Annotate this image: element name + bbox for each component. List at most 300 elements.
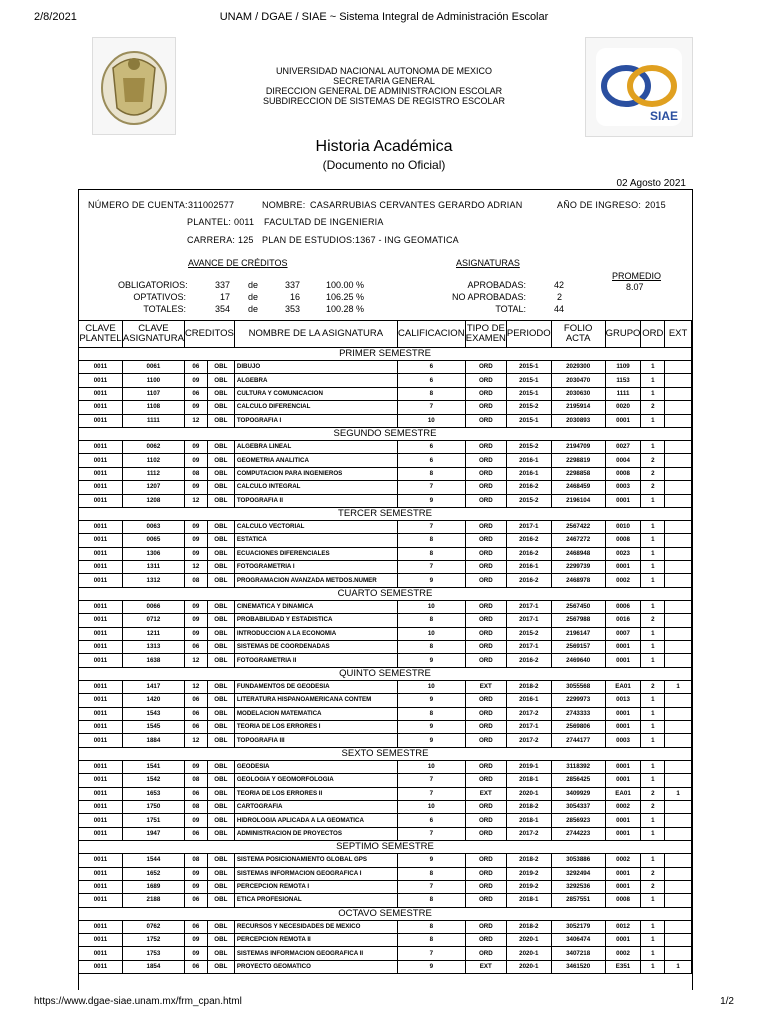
cell-type: OBL — [207, 680, 234, 693]
cell-subject-name: GEOMETRIA ANALITICA — [234, 454, 397, 467]
table-row — [79, 481, 692, 494]
cell-ord: 2 — [641, 614, 665, 627]
cell-ext — [665, 880, 692, 893]
col-header-credits: CREDITOS — [184, 321, 234, 348]
cell-type: OBL — [207, 641, 234, 654]
cell-group: EA01 — [605, 787, 641, 800]
not-approved-count: 2 — [557, 292, 563, 302]
cell-subject-name: TOPOGRAFIA III — [234, 734, 397, 747]
cell-ext — [665, 520, 692, 533]
cell-subject-code: 0061 — [122, 361, 184, 374]
cell-record-folio: 3292536 — [551, 880, 605, 893]
cell-type: OBL — [207, 867, 234, 880]
mandatory-earned: 337 — [214, 280, 230, 290]
cell-record-folio: 2030630 — [551, 387, 605, 400]
semester-name: OCTAVO SEMESTRE — [79, 907, 692, 920]
average-value: 8.07 — [626, 282, 644, 292]
cell-credits: 09 — [184, 814, 207, 827]
cell-credits: 06 — [184, 641, 207, 654]
cell-type: OBL — [207, 774, 234, 787]
cell-type: OBL — [207, 760, 234, 773]
cell-period: 2016-2 — [506, 481, 551, 494]
cell-period: 2015-2 — [506, 494, 551, 507]
cell-group: 0023 — [605, 547, 641, 560]
cell-ext — [665, 534, 692, 547]
cell-record-folio: 3406474 — [551, 934, 605, 947]
cell-type: OBL — [207, 361, 234, 374]
cell-credits: 08 — [184, 800, 207, 813]
cell-record-folio: 2196104 — [551, 494, 605, 507]
cell-subject-name: ETICA PROFESIONAL — [234, 894, 397, 907]
cell-subject-code: 1753 — [122, 947, 184, 960]
career-label: CARRERA: — [187, 235, 236, 245]
cell-subject-name: TOPOGRAFIA II — [234, 494, 397, 507]
cell-subject-name: ESTATICA — [234, 534, 397, 547]
cell-period: 2015-1 — [506, 387, 551, 400]
cell-campus: 0011 — [79, 800, 123, 813]
cell-campus: 0011 — [79, 574, 123, 587]
cell-grade: 9 — [397, 854, 465, 867]
cell-exam-type: ORD — [465, 401, 506, 414]
cell-grade: 6 — [397, 440, 465, 453]
cell-subject-code: 1208 — [122, 494, 184, 507]
cell-record-folio: 3118392 — [551, 760, 605, 773]
cell-type: OBL — [207, 520, 234, 533]
cell-ext — [665, 654, 692, 667]
total-credits-earned: 354 — [214, 304, 230, 314]
cell-ord: 1 — [641, 947, 665, 960]
cell-grade: 6 — [397, 374, 465, 387]
cell-ord: 1 — [641, 694, 665, 707]
table-header-row — [79, 321, 692, 348]
cell-period: 2015-1 — [506, 361, 551, 374]
cell-credits: 06 — [184, 387, 207, 400]
cell-record-folio: 2299739 — [551, 561, 605, 574]
cell-subject-code: 1541 — [122, 760, 184, 773]
cell-grade: 9 — [397, 654, 465, 667]
table-row — [79, 374, 692, 387]
cell-subject-code: 1752 — [122, 934, 184, 947]
cell-type: OBL — [207, 454, 234, 467]
mandatory-percent: 100.00 % — [326, 280, 365, 290]
cell-subject-name: FOTOGRAMETRIA II — [234, 654, 397, 667]
cell-ord: 1 — [641, 920, 665, 933]
approved-count: 42 — [554, 280, 565, 290]
entry-year-label: AÑO DE INGRESO: — [557, 200, 642, 210]
cell-ext — [665, 800, 692, 813]
cell-campus: 0011 — [79, 707, 123, 720]
cell-grade: 8 — [397, 534, 465, 547]
cell-record-folio: 2744177 — [551, 734, 605, 747]
cell-grade: 8 — [397, 614, 465, 627]
cell-exam-type: ORD — [465, 774, 506, 787]
cell-subject-code: 1100 — [122, 374, 184, 387]
cell-subject-name: PROGRAMACION AVANZADA METDOS.NUMER — [234, 574, 397, 587]
mandatory-label: OBLIGATORIOS: — [118, 280, 188, 290]
semester-name: SEGUNDO SEMESTRE — [79, 427, 692, 440]
cell-credits: 09 — [184, 534, 207, 547]
cell-exam-type: ORD — [465, 894, 506, 907]
col-header-ord: ORD — [641, 321, 665, 348]
campus-code: 0011 — [234, 217, 255, 227]
cell-exam-type: ORD — [465, 520, 506, 533]
cell-group: 0003 — [605, 734, 641, 747]
cell-period: 2017-2 — [506, 734, 551, 747]
cell-ext — [665, 760, 692, 773]
cell-subject-code: 1211 — [122, 627, 184, 640]
cell-grade: 10 — [397, 600, 465, 613]
cell-exam-type: ORD — [465, 387, 506, 400]
table-row — [79, 734, 692, 747]
cell-type: OBL — [207, 614, 234, 627]
cell-group: EA01 — [605, 680, 641, 693]
cell-campus: 0011 — [79, 894, 123, 907]
cell-ord: 1 — [641, 814, 665, 827]
cell-period: 2017-2 — [506, 707, 551, 720]
cell-subject-code: 0712 — [122, 614, 184, 627]
cell-subject-code: 1544 — [122, 854, 184, 867]
cell-exam-type: ORD — [465, 374, 506, 387]
cell-subject-code: 1751 — [122, 814, 184, 827]
cell-subject-code: 1107 — [122, 387, 184, 400]
cell-credits: 08 — [184, 774, 207, 787]
cell-period: 2016-2 — [506, 574, 551, 587]
cell-subject-code: 1112 — [122, 467, 184, 480]
cell-campus: 0011 — [79, 534, 123, 547]
cell-subject-name: ECUACIONES DIFERENCIALES — [234, 547, 397, 560]
cell-subject-name: CINEMATICA Y DINAMICA — [234, 600, 397, 613]
cell-exam-type: ORD — [465, 707, 506, 720]
table-row — [79, 707, 692, 720]
cell-type: OBL — [207, 920, 234, 933]
semester-header-row — [79, 841, 692, 854]
cell-record-folio: 2298819 — [551, 454, 605, 467]
cell-exam-type: ORD — [465, 934, 506, 947]
total-subjects-label: TOTAL: — [495, 304, 526, 314]
cell-ord: 1 — [641, 854, 665, 867]
col-header-campus: CLAVE PLANTEL — [79, 321, 123, 348]
semester-header-row — [79, 587, 692, 600]
cell-record-folio: 3055568 — [551, 680, 605, 693]
cell-grade: 8 — [397, 934, 465, 947]
cell-period: 2018-2 — [506, 854, 551, 867]
cell-subject-code: 1545 — [122, 720, 184, 733]
cell-subject-code: 0063 — [122, 520, 184, 533]
cell-campus: 0011 — [79, 440, 123, 453]
cell-grade: 10 — [397, 414, 465, 427]
cell-ord: 1 — [641, 934, 665, 947]
cell-record-folio: 2743333 — [551, 707, 605, 720]
cell-type: OBL — [207, 374, 234, 387]
cell-period: 2017-2 — [506, 827, 551, 840]
cell-ext — [665, 574, 692, 587]
cell-period: 2017-1 — [506, 600, 551, 613]
cell-exam-type: ORD — [465, 947, 506, 960]
cell-campus: 0011 — [79, 627, 123, 640]
cell-record-folio: 3461520 — [551, 960, 605, 973]
cell-period: 2017-1 — [506, 720, 551, 733]
cell-period: 2018-2 — [506, 800, 551, 813]
cell-type: OBL — [207, 467, 234, 480]
cell-campus: 0011 — [79, 614, 123, 627]
cell-credits: 09 — [184, 760, 207, 773]
semester-header-row — [79, 348, 692, 361]
table-row — [79, 774, 692, 787]
cell-ord: 1 — [641, 547, 665, 560]
cell-record-folio: 2856425 — [551, 774, 605, 787]
cell-subject-name: PERCEPCION REMOTA II — [234, 934, 397, 947]
cell-period: 2016-2 — [506, 534, 551, 547]
cell-subject-name: PERCEPCION REMOTA I — [234, 880, 397, 893]
cell-credits: 08 — [184, 574, 207, 587]
cell-subject-code: 1108 — [122, 401, 184, 414]
cell-type: OBL — [207, 720, 234, 733]
cell-exam-type: ORD — [465, 920, 506, 933]
cell-campus: 0011 — [79, 760, 123, 773]
cell-ord: 1 — [641, 627, 665, 640]
cell-period: 2018-2 — [506, 920, 551, 933]
cell-period: 2020-1 — [506, 960, 551, 973]
cell-exam-type: ORD — [465, 720, 506, 733]
cell-type: OBL — [207, 894, 234, 907]
cell-record-folio: 2744223 — [551, 827, 605, 840]
cell-ord: 1 — [641, 534, 665, 547]
cell-period: 2018-1 — [506, 894, 551, 907]
cell-subject-name: TOPOGRAFIA I — [234, 414, 397, 427]
cell-subject-code: 1750 — [122, 800, 184, 813]
table-row — [79, 760, 692, 773]
approved-label: APROBADAS: — [467, 280, 526, 290]
cell-period: 2018-1 — [506, 814, 551, 827]
cell-campus: 0011 — [79, 641, 123, 654]
cell-subject-code: 1420 — [122, 694, 184, 707]
cell-period: 2015-2 — [506, 401, 551, 414]
table-row — [79, 720, 692, 733]
table-row — [79, 574, 692, 587]
cell-exam-type: ORD — [465, 800, 506, 813]
cell-subject-name: CARTOGRAFIA — [234, 800, 397, 813]
cell-exam-type: ORD — [465, 454, 506, 467]
cell-group: 0013 — [605, 694, 641, 707]
study-plan-label: PLAN DE ESTUDIOS: — [262, 235, 355, 245]
cell-period: 2019-1 — [506, 760, 551, 773]
cell-group: 0001 — [605, 774, 641, 787]
cell-record-folio: 2569806 — [551, 720, 605, 733]
cell-type: OBL — [207, 654, 234, 667]
total-credits-percent: 100.28 % — [326, 304, 365, 314]
cell-exam-type: ORD — [465, 734, 506, 747]
col-header-exam-type: TIPO DE EXAMEN — [465, 321, 506, 348]
cell-record-folio: 2029300 — [551, 361, 605, 374]
cell-ext — [665, 614, 692, 627]
cell-record-folio: 2468978 — [551, 574, 605, 587]
cell-subject-name: ALGEBRA LINEAL — [234, 440, 397, 453]
cell-campus: 0011 — [79, 787, 123, 800]
cell-subject-code: 1542 — [122, 774, 184, 787]
cell-campus: 0011 — [79, 561, 123, 574]
cell-ord: 2 — [641, 454, 665, 467]
col-header-group: GRUPO — [605, 321, 641, 348]
cell-ord: 1 — [641, 894, 665, 907]
cell-subject-name: TEORIA DE LOS ERRORES I — [234, 720, 397, 733]
cell-exam-type: ORD — [465, 481, 506, 494]
name-label: NOMBRE: — [262, 200, 306, 210]
cell-subject-name: SISTEMAS DE COORDENADAS — [234, 641, 397, 654]
cell-exam-type: ORD — [465, 574, 506, 587]
cell-grade: 7 — [397, 827, 465, 840]
cell-period: 2016-2 — [506, 654, 551, 667]
table-row — [79, 614, 692, 627]
cell-period: 2020-1 — [506, 947, 551, 960]
table-row — [79, 414, 692, 427]
cell-exam-type: ORD — [465, 361, 506, 374]
cell-subject-name: SISTEMAS INFORMACION GEOGRAFICA I — [234, 867, 397, 880]
cell-record-folio: 2856923 — [551, 814, 605, 827]
cell-record-folio: 2857551 — [551, 894, 605, 907]
credits-progress-heading: AVANCE DE CRÉDITOS — [188, 258, 288, 268]
browser-print-header: 2/8/2021 UNAM / DGAE / SIAE ~ Sistema Integral de Administración Escolar — [34, 11, 549, 23]
table-row — [79, 361, 692, 374]
cell-exam-type: ORD — [465, 561, 506, 574]
total-credits-label: TOTALES: — [143, 304, 186, 314]
semester-name: SEPTIMO SEMESTRE — [79, 841, 692, 854]
cell-subject-code: 1884 — [122, 734, 184, 747]
col-header-grade: CALIFICACION — [397, 321, 465, 348]
semester-name: SEXTO SEMESTRE — [79, 747, 692, 760]
cell-type: OBL — [207, 960, 234, 973]
cell-exam-type: ORD — [465, 614, 506, 627]
cell-ord: 1 — [641, 827, 665, 840]
table-row — [79, 800, 692, 813]
cell-credits: 09 — [184, 440, 207, 453]
cell-grade: 6 — [397, 814, 465, 827]
cell-credits: 06 — [184, 920, 207, 933]
cell-group: 0001 — [605, 707, 641, 720]
cell-type: OBL — [207, 387, 234, 400]
cell-ext: 1 — [665, 680, 692, 693]
cell-ext — [665, 894, 692, 907]
account-label: NÚMERO DE CUENTA: — [88, 200, 188, 210]
cell-ext — [665, 814, 692, 827]
cell-group: 0016 — [605, 614, 641, 627]
cell-group: 0001 — [605, 760, 641, 773]
cell-record-folio: 2195914 — [551, 401, 605, 414]
cell-grade: 10 — [397, 760, 465, 773]
table-row — [79, 600, 692, 613]
grades-table — [78, 320, 692, 974]
cell-period: 2016-1 — [506, 454, 551, 467]
cell-campus: 0011 — [79, 827, 123, 840]
cell-campus: 0011 — [79, 547, 123, 560]
cell-group: 1111 — [605, 387, 641, 400]
cell-credits: 09 — [184, 520, 207, 533]
cell-grade: 7 — [397, 481, 465, 494]
cell-grade: 8 — [397, 641, 465, 654]
cell-group: 0001 — [605, 641, 641, 654]
cell-ext — [665, 600, 692, 613]
cell-ord: 1 — [641, 440, 665, 453]
cell-credits: 06 — [184, 827, 207, 840]
cell-type: OBL — [207, 481, 234, 494]
total-subjects-count: 44 — [554, 304, 565, 314]
cell-exam-type: EXT — [465, 960, 506, 973]
cell-exam-type: ORD — [465, 467, 506, 480]
cell-subject-name: PROBABILIDAD Y ESTADISTICA — [234, 614, 397, 627]
table-row — [79, 654, 692, 667]
cell-subject-name: LITERATURA HISPANOAMERICANA CONTEM — [234, 694, 397, 707]
cell-record-folio: 2569157 — [551, 641, 605, 654]
cell-subject-code: 1638 — [122, 654, 184, 667]
cell-record-folio: 2299973 — [551, 694, 605, 707]
cell-group: 0001 — [605, 880, 641, 893]
cell-credits: 12 — [184, 414, 207, 427]
elective-percent: 106.25 % — [326, 292, 365, 302]
elective-label: OPTATIVOS: — [133, 292, 186, 302]
cell-group: 0004 — [605, 454, 641, 467]
cell-type: OBL — [207, 880, 234, 893]
cell-subject-name: ADMINISTRACION DE PROYECTOS — [234, 827, 397, 840]
cell-record-folio: 2469640 — [551, 654, 605, 667]
cell-type: OBL — [207, 401, 234, 414]
cell-record-folio: 2194709 — [551, 440, 605, 453]
mandatory-of: de — [248, 280, 259, 290]
cell-group: 0001 — [605, 934, 641, 947]
cell-record-folio: 2567450 — [551, 600, 605, 613]
cell-group: 0001 — [605, 867, 641, 880]
cell-subject-name: HIDROLOGIA APLICADA A LA GEOMATICA — [234, 814, 397, 827]
cell-credits: 12 — [184, 654, 207, 667]
cell-period: 2019-2 — [506, 880, 551, 893]
cell-subject-name: DIBUJO — [234, 361, 397, 374]
cell-period: 2020-1 — [506, 934, 551, 947]
cell-credits: 09 — [184, 947, 207, 960]
cell-group: 0001 — [605, 561, 641, 574]
cell-ext — [665, 387, 692, 400]
cell-exam-type: ORD — [465, 414, 506, 427]
career-code: 125 — [238, 235, 254, 245]
cell-type: OBL — [207, 814, 234, 827]
cell-ext — [665, 947, 692, 960]
cell-subject-name: GEODESIA — [234, 760, 397, 773]
cell-grade: 7 — [397, 880, 465, 893]
grades-table-body — [79, 348, 692, 974]
cell-grade: 8 — [397, 707, 465, 720]
cell-exam-type: ORD — [465, 867, 506, 880]
cell-campus: 0011 — [79, 880, 123, 893]
campus-name: FACULTAD DE INGENIERIA — [264, 217, 384, 227]
cell-type: OBL — [207, 694, 234, 707]
cell-campus: 0011 — [79, 680, 123, 693]
cell-subject-code: 0066 — [122, 600, 184, 613]
cell-grade: 6 — [397, 454, 465, 467]
cell-campus: 0011 — [79, 494, 123, 507]
cell-campus: 0011 — [79, 867, 123, 880]
cell-campus: 0011 — [79, 934, 123, 947]
table-row — [79, 787, 692, 800]
table-row — [79, 920, 692, 933]
cell-ord: 2 — [641, 481, 665, 494]
semester-name: TERCER SEMESTRE — [79, 507, 692, 520]
elective-required: 16 — [289, 292, 300, 302]
cell-type: OBL — [207, 534, 234, 547]
cell-ext — [665, 414, 692, 427]
cell-record-folio: 2468948 — [551, 547, 605, 560]
cell-period: 2016-1 — [506, 467, 551, 480]
cell-type: OBL — [207, 707, 234, 720]
cell-group: 0001 — [605, 827, 641, 840]
cell-subject-name: PROYECTO GEOMATICO — [234, 960, 397, 973]
cell-subject-code: 1111 — [122, 414, 184, 427]
